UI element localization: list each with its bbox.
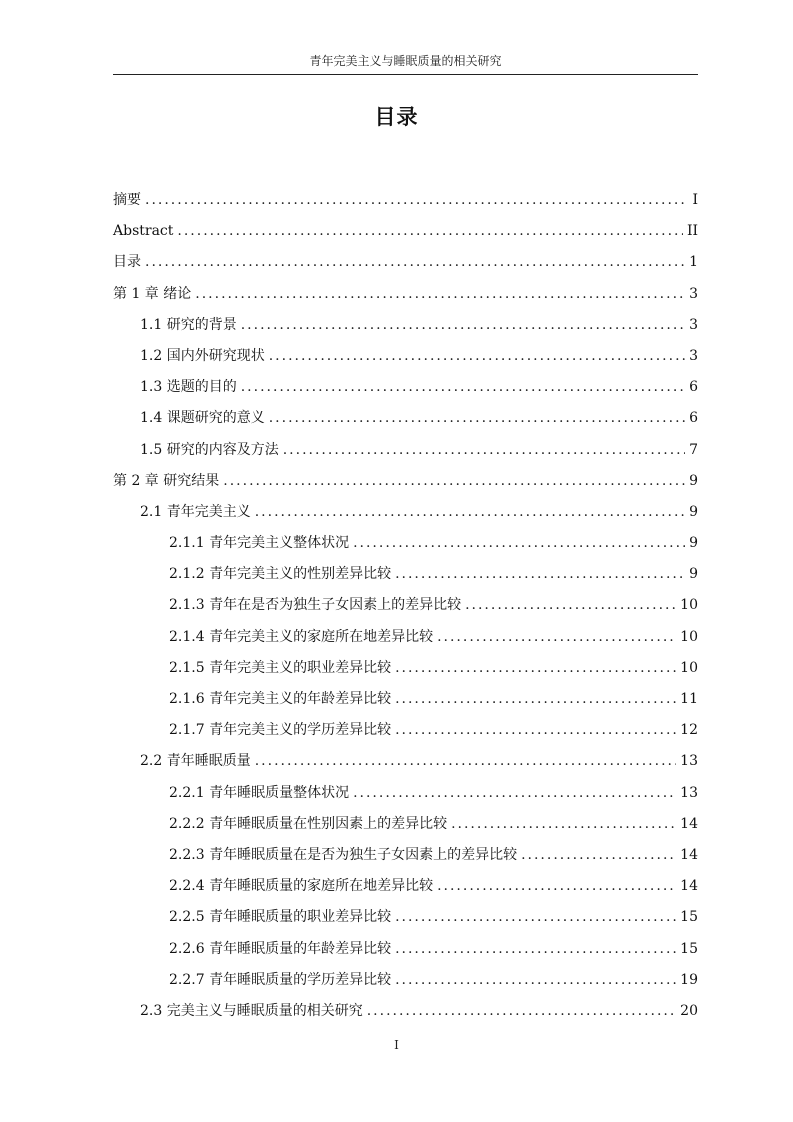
toc-leader-dots: [269, 404, 685, 432]
toc-leader-dots: [177, 217, 683, 245]
toc-entry-label: 2.3 完美主义与睡眠质量的相关研究: [140, 1002, 363, 1019]
toc-entry-page: 10: [680, 597, 698, 614]
toc-leader-dots: [223, 467, 685, 495]
toc-entry-page: 13: [680, 753, 698, 770]
toc-entry-label: 2.1.5 青年完美主义的职业差异比较: [169, 659, 392, 676]
toc-entry[interactable]: [113, 685, 698, 716]
toc-entry-label: 2.2.7 青年睡眠质量的学历差异比较: [169, 971, 392, 988]
toc-entry[interactable]: [113, 498, 698, 529]
toc-leader-dots: [395, 966, 676, 994]
toc-entry-label: 1.5 研究的内容及方法: [140, 441, 279, 458]
toc-leader-dots: [437, 872, 676, 900]
toc-entry-page: II: [686, 223, 698, 240]
toc-entry-page: 15: [680, 909, 698, 926]
toc-entry-label: 2.2.3 青年睡眠质量在是否为独生子女因素上的差异比较: [169, 846, 518, 863]
toc-leader-dots: [195, 280, 685, 308]
toc-entry-label: 2.1.7 青年完美主义的学历差异比较: [169, 722, 392, 739]
toc-entry-page: 9: [689, 503, 698, 520]
toc-entry-page: 1: [689, 254, 698, 271]
toc-leader-dots: [395, 654, 676, 682]
toc-leader-dots: [241, 373, 685, 401]
toc-leader-dots: [269, 342, 685, 370]
toc-leader-dots: [521, 841, 676, 869]
toc-leader-dots: [283, 436, 685, 464]
toc-entry-label: Abstract: [113, 223, 174, 240]
toc-entry-page: 7: [689, 441, 698, 458]
toc-entry[interactable]: [113, 810, 698, 841]
toc-leader-dots: [255, 498, 685, 526]
toc-entry-label: 第 1 章 绪论: [113, 285, 192, 302]
toc-entry-page: 10: [680, 628, 698, 645]
toc-entry-page: 14: [680, 846, 698, 863]
toc-entry-label: 2.1.4 青年完美主义的家庭所在地差异比较: [169, 628, 434, 645]
toc-entry[interactable]: [113, 280, 698, 311]
toc-entry[interactable]: [113, 779, 698, 810]
toc-entry-label: 1.4 课题研究的意义: [140, 410, 265, 427]
toc-leader-dots: [241, 311, 685, 339]
toc-entry-page: 13: [680, 784, 698, 801]
toc-entry-page: 3: [689, 316, 698, 333]
toc-leader-dots: [367, 997, 676, 1025]
toc-entry-page: 15: [680, 940, 698, 957]
toc-entry-label: 2.1.1 青年完美主义整体状况: [169, 535, 350, 552]
toc-entry-label: 第 2 章 研究结果: [113, 472, 220, 489]
running-header: [113, 54, 698, 75]
toc-entry-page: 3: [689, 347, 698, 364]
toc-leader-dots: [395, 903, 676, 931]
toc-entry-label: 2.1.3 青年在是否为独生子女因素上的差异比较: [169, 597, 462, 614]
toc-entry-page: I: [692, 192, 698, 208]
toc-entry-page: 12: [680, 722, 698, 739]
toc-entry-page: 14: [680, 815, 698, 832]
toc-entry-label: 1.2 国内外研究现状: [140, 347, 265, 364]
toc-entry[interactable]: [113, 841, 698, 872]
toc-entry-page: 3: [689, 285, 698, 302]
toc-entry-label: 2.1 青年完美主义: [140, 503, 251, 520]
toc-entry[interactable]: [113, 373, 698, 404]
toc-entry[interactable]: [113, 623, 698, 654]
toc-leader-dots: [395, 685, 676, 713]
page-footer: [0, 1038, 793, 1052]
toc-leader-dots: [395, 560, 685, 588]
toc-entry-label: 2.2 青年睡眠质量: [140, 753, 251, 770]
running-header-title: 青年完美主义与睡眠质量的相关研究: [309, 54, 502, 68]
toc-entry-label: 1.1 研究的背景: [140, 316, 237, 333]
toc-entry[interactable]: [113, 217, 698, 248]
toc-entry[interactable]: [113, 872, 698, 903]
toc-entry-page: 19: [680, 971, 698, 988]
toc-entry-label: 1.3 选题的目的: [140, 379, 237, 396]
toc-leader-dots: [395, 716, 676, 744]
toc-entry-label: 2.2.6 青年睡眠质量的年龄差异比较: [169, 940, 392, 957]
toc-entry[interactable]: [113, 186, 698, 217]
toc-leader-dots: [451, 810, 676, 838]
toc-entry-page: 6: [689, 379, 698, 396]
toc-entry-label: 目录: [113, 254, 141, 271]
toc-entry[interactable]: [113, 560, 698, 591]
table-of-contents: [113, 186, 698, 1028]
toc-entry[interactable]: [113, 747, 698, 778]
toc-leader-dots: [465, 591, 676, 619]
page-title: 目录: [374, 105, 419, 129]
toc-entry[interactable]: [113, 903, 698, 934]
toc-entry[interactable]: [113, 467, 698, 498]
toc-entry[interactable]: [113, 654, 698, 685]
toc-entry[interactable]: [113, 404, 698, 435]
toc-leader-dots: [437, 623, 676, 651]
toc-leader-dots: [255, 747, 676, 775]
toc-entry[interactable]: [113, 436, 698, 467]
page-number: I: [394, 1038, 399, 1052]
toc-leader-dots: [395, 935, 676, 963]
toc-entry[interactable]: [113, 248, 698, 279]
toc-entry[interactable]: [113, 935, 698, 966]
toc-entry-label: 2.2.1 青年睡眠质量整体状况: [169, 784, 350, 801]
toc-entry[interactable]: [113, 997, 698, 1028]
toc-leader-dots: [145, 248, 685, 276]
toc-entry-page: 20: [680, 1002, 698, 1019]
toc-entry-label: 摘要: [113, 192, 141, 208]
toc-leader-dots: [145, 186, 688, 214]
toc-entry-page: 6: [689, 410, 698, 427]
toc-entry-label: 2.2.5 青年睡眠质量的职业差异比较: [169, 909, 392, 926]
toc-entry-page: 9: [689, 472, 698, 489]
toc-entry[interactable]: [113, 311, 698, 342]
toc-entry-page: 14: [680, 878, 698, 895]
toc-entry[interactable]: [113, 591, 698, 622]
toc-entry-label: 2.1.2 青年完美主义的性别差异比较: [169, 566, 392, 583]
toc-entry-page: 10: [680, 659, 698, 676]
toc-entry-label: 2.2.4 青年睡眠质量的家庭所在地差异比较: [169, 878, 434, 895]
toc-entry[interactable]: [113, 966, 698, 997]
toc-entry[interactable]: [113, 529, 698, 560]
toc-entry[interactable]: [113, 716, 698, 747]
toc-entry-label: 2.1.6 青年完美主义的年龄差异比较: [169, 691, 392, 707]
toc-entry-page: 9: [689, 566, 698, 583]
toc-leader-dots: [353, 779, 676, 807]
toc-entry[interactable]: [113, 342, 698, 373]
toc-entry-page: 11: [680, 691, 698, 707]
toc-entry-page: 9: [689, 535, 698, 552]
toc-entry-label: 2.2.2 青年睡眠质量在性别因素上的差异比较: [169, 815, 448, 832]
toc-leader-dots: [353, 529, 685, 557]
